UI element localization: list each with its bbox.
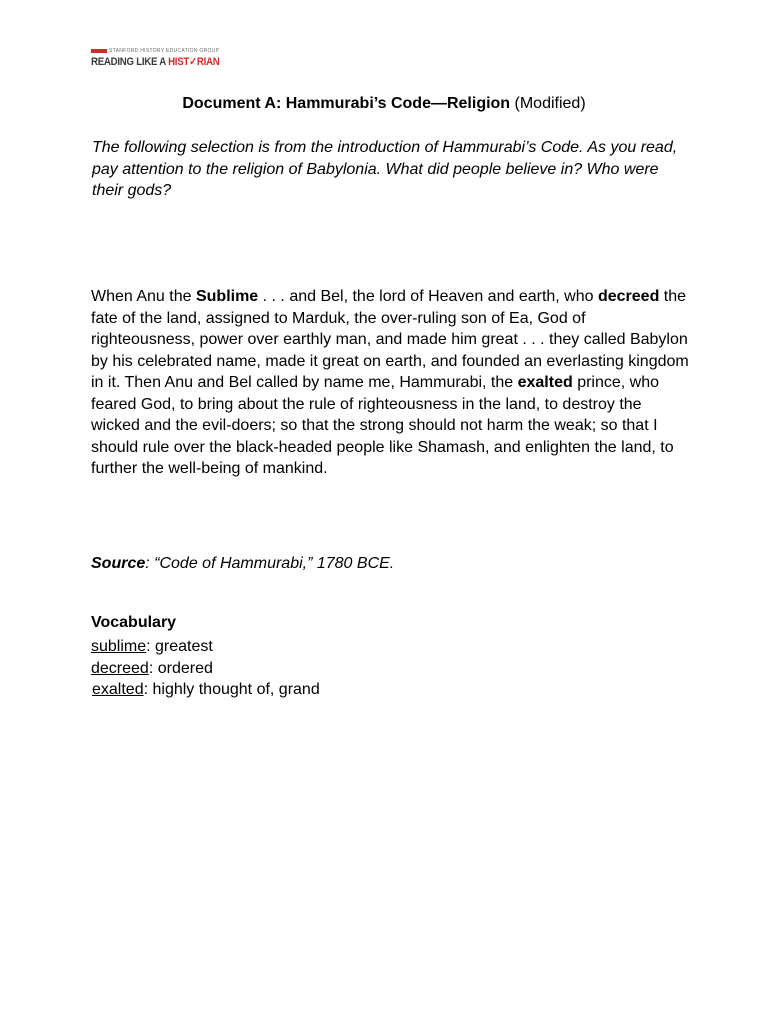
- vocabulary-definition: : highly thought of, grand: [143, 681, 320, 698]
- source-citation: [91, 555, 394, 573]
- vocabulary-definition: : greatest: [146, 638, 213, 655]
- vocabulary-term: exalted: [92, 681, 144, 698]
- vocab-word-exalted: exalted: [517, 374, 573, 391]
- intro-paragraph: The following selection is from the introduction of Hammurabi’s Code. As you read, pay attention to the religion of Babylonia. What did people believe in? Who were their gods?: [92, 139, 678, 199]
- logo-organization-text: STANFORD HISTORY EDUCATION GROUP: [109, 48, 220, 54]
- logo-accent-bar: [91, 49, 107, 53]
- logo-wordmark: [91, 55, 220, 68]
- logo: [91, 48, 231, 72]
- primary-source-passage: [91, 286, 691, 480]
- passage-text: the fate of the land, assigned to Marduk, the over-ruling son of Ea, God of righteousness, power over earthly man, and made him great . . . they called Babylon by his celebrated name, made it great on earth, and founded an everlasting kingdom in it. Then Anu and Bel called by name me, Hammurabi, the: [91, 288, 689, 391]
- vocab-word-decreed: decreed: [597, 288, 660, 305]
- vocabulary-item: [91, 636, 320, 658]
- passage-text: prince, who feared God, to bring about the rule of righteousness in the land, to destroy the wicked and the evil-doers; so that the strong should not harm the weak; so that I should rule over the black-headed people like Shamash, and enlighten the land, to further the well-being of mankind.: [91, 374, 674, 477]
- source-label: Source: [91, 555, 146, 572]
- vocabulary-term: sublime: [91, 638, 147, 655]
- document-title: [0, 95, 768, 113]
- passage-text: . . . and Bel, the lord of Heaven and earth, who: [258, 288, 598, 305]
- checkmark-icon: ✓: [189, 56, 197, 68]
- vocab-word-sublime: Sublime: [195, 288, 259, 305]
- source-text: : “Code of Hammurabi,” 1780 BCE.: [145, 555, 395, 572]
- vocabulary-list: [91, 636, 320, 701]
- vocabulary-term: decreed: [91, 659, 149, 677]
- document-title-main: Document A: Hammurabi’s Code—Religion: [182, 95, 511, 112]
- passage-text: When Anu the: [91, 288, 196, 305]
- vocabulary-heading: Vocabulary: [91, 614, 177, 631]
- vocabulary-item: [91, 658, 320, 680]
- document-title-modifier: (Modified): [510, 95, 586, 112]
- vocabulary-item: [91, 679, 320, 701]
- logo-wordmark-dark: READING LIKE A: [91, 56, 169, 68]
- vocabulary-definition: : ordered: [148, 659, 213, 677]
- logo-wordmark-red-1: HIST: [168, 56, 190, 68]
- logo-wordmark-red-2: RIAN: [196, 56, 220, 68]
